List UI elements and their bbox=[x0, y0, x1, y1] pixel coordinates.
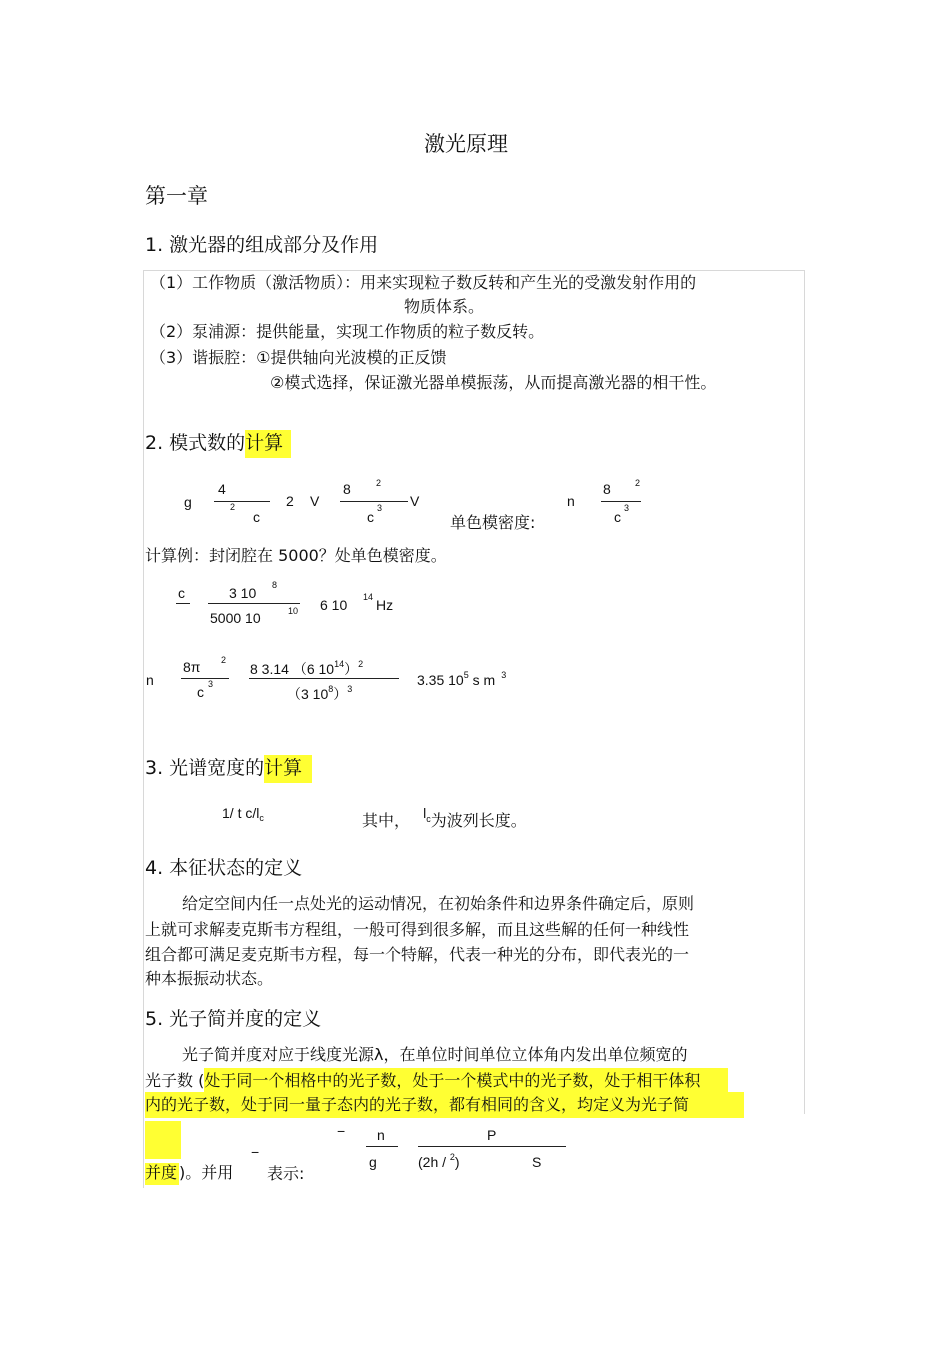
eq4-fraction-bar bbox=[181, 678, 229, 679]
s5-eq-den2-sup: 2 bbox=[449, 1152, 455, 1162]
s4-line-4: 种本振振动状态。 bbox=[145, 969, 274, 988]
eq1-fraction-bar bbox=[214, 501, 270, 502]
eq2-fraction-bar bbox=[601, 501, 641, 502]
eq4-num2-base: 8 3.14 （6 10 bbox=[250, 661, 335, 677]
s5-eq-den2-end: ) bbox=[454, 1154, 460, 1170]
eq3-c: c bbox=[178, 585, 185, 601]
eq4-num-sup: 2 bbox=[221, 655, 227, 665]
eq2-num-sup: 2 bbox=[635, 478, 641, 488]
s5-eq-den: g bbox=[369, 1154, 377, 1170]
box-right-border bbox=[804, 270, 805, 1114]
eq4-num2-sup2: 2 bbox=[358, 659, 364, 669]
eq4-num: 8π bbox=[183, 659, 201, 675]
eq4-result-unit: s m bbox=[472, 672, 496, 688]
s3-note bbox=[362, 805, 527, 831]
s5-eq-den2 bbox=[418, 1154, 460, 1170]
eq4-den-sup: 3 bbox=[208, 679, 214, 689]
eq4-result-sup: 5 bbox=[463, 670, 469, 680]
eq1-v2: V bbox=[410, 493, 420, 509]
section4-heading: 4. 本征状态的定义 bbox=[145, 857, 303, 879]
s5-eq-fraction-bar bbox=[366, 1146, 398, 1147]
eq3-unit: Hz bbox=[376, 597, 394, 613]
eq3-den-sup: 10 bbox=[288, 606, 299, 616]
chapter-heading: 第一章 bbox=[145, 184, 208, 208]
s5-line-4-c: 表示: bbox=[267, 1164, 305, 1183]
eq1-den: c bbox=[253, 509, 260, 525]
s5-line-1: 光子简并度对应于线度光源λ，在单位时间单位立体角内发出单位频宽的 bbox=[182, 1045, 688, 1064]
density-label: 单色模密度: bbox=[450, 513, 536, 532]
eq1-fraction2-bar bbox=[340, 501, 408, 502]
eq4-num2-sup: 14 bbox=[334, 659, 345, 669]
eq4-result-sup2: 3 bbox=[501, 670, 507, 680]
box-left-border bbox=[143, 270, 144, 1188]
eq1-two: 2 bbox=[286, 493, 294, 509]
eq4-result-base: 3.35 10 bbox=[417, 672, 464, 688]
s3-formula bbox=[222, 805, 264, 821]
eq4-den2-base: （3 10 bbox=[287, 686, 329, 702]
s3-note-b: 为波列长度。 bbox=[430, 811, 527, 830]
s5-line-2 bbox=[145, 1068, 728, 1091]
section2-heading-text: 2. 模式数的 bbox=[145, 432, 246, 454]
s5-line-2-highlight: 处于同一个相格中的光子数，处于一个模式中的光子数，处于相干体积 bbox=[204, 1068, 728, 1093]
eq1-num: 4 bbox=[218, 481, 226, 497]
s5-line-4 bbox=[145, 1160, 233, 1183]
eq4-fraction2-bar bbox=[249, 678, 399, 679]
eq1-num2: 8 bbox=[343, 481, 351, 497]
eq4-result bbox=[417, 672, 506, 688]
s4-line-2: 上就可求解麦克斯韦方程组，一般可得到很多解，而且这些解的任何一种线性 bbox=[145, 920, 690, 939]
s4-line-3: 组合都可满足麦克斯韦方程，每一个特解，代表一种光的分布，即代表光的一 bbox=[145, 945, 690, 964]
s5-line-4-highlight: 并度 bbox=[145, 1163, 179, 1185]
example-text: 计算例：封闭腔在 5000？处单色模密度。 bbox=[145, 546, 447, 565]
eq1-v: V bbox=[310, 493, 320, 509]
s4-line-1: 给定空间内任一点处光的运动情况，在初始条件和边界条件确定后，原则 bbox=[182, 894, 695, 913]
section2-heading-highlight: 计算 bbox=[245, 430, 291, 458]
eq3-result-sup: 14 bbox=[363, 592, 374, 602]
eq2-den-sup: 3 bbox=[624, 503, 630, 513]
eq4-num2-end: ） bbox=[344, 661, 359, 677]
s5-line-4-b: )。并用 bbox=[179, 1163, 234, 1182]
s5-eq-den2-base: (2h / bbox=[418, 1154, 450, 1170]
s1-item-2: （2）泵浦源：提供能量，实现工作物质的粒子数反转。 bbox=[150, 322, 545, 341]
eq3-den: 5000 10 bbox=[210, 610, 261, 626]
eq2-num: 8 bbox=[603, 481, 611, 497]
section1-heading: 1. 激光器的组成部分及作用 bbox=[145, 234, 379, 256]
s3-formula-sub: c bbox=[259, 813, 264, 823]
s3-note-a: 其中， bbox=[362, 811, 411, 830]
s5-line-3: 内的光子数，处于同一量子态内的光子数，都有相同的含义，均定义为光子简 bbox=[145, 1092, 744, 1118]
eq3-fraction-bar bbox=[208, 603, 300, 604]
s3-note-sub: c bbox=[426, 814, 431, 824]
eq3-num-sup: 8 bbox=[272, 580, 278, 590]
s5-eq-num2: P bbox=[487, 1127, 497, 1143]
s5-highlight-block bbox=[145, 1121, 181, 1159]
s3-note-l: l bbox=[423, 805, 427, 821]
section3-heading bbox=[145, 753, 312, 780]
eq4-den2-end: ） bbox=[333, 686, 348, 702]
s1-item-3: （3）谐振腔：①提供轴向光波模的正反馈 bbox=[150, 348, 447, 367]
eq3-num: 3 10 bbox=[229, 585, 257, 601]
eq4-den2 bbox=[287, 684, 352, 704]
eq3-c-bar bbox=[176, 603, 190, 604]
s3-formula-text: 1/ t c/l bbox=[222, 805, 260, 821]
page-title: 激光原理 bbox=[424, 132, 508, 156]
s5-eq-fraction2-bar bbox=[418, 1146, 566, 1147]
eq1-g: g bbox=[184, 494, 192, 510]
eq4-num2 bbox=[250, 659, 363, 679]
eq1-den2: c bbox=[367, 509, 374, 525]
s1-item-1-cont: 物质体系。 bbox=[404, 297, 485, 316]
eq4-den2-sup: 8 bbox=[328, 684, 334, 694]
eq1-num2-sup: 2 bbox=[376, 478, 382, 488]
s5-bar-symbol: − bbox=[251, 1144, 260, 1160]
section3-heading-highlight: 计算 bbox=[264, 755, 312, 783]
section2-heading bbox=[145, 428, 291, 455]
s1-item-1: （1）工作物质（激活物质）：用来实现粒子数反转和产生光的受激发射作用的 bbox=[150, 273, 697, 292]
eq2-n: n bbox=[567, 493, 575, 509]
eq2-den: c bbox=[614, 509, 621, 525]
s1-item-3-cont: ②模式选择，保证激光器单模振荡，从而提高激光器的相干性。 bbox=[270, 373, 717, 392]
s5-eq-bar: − bbox=[337, 1123, 346, 1139]
eq1-sup: 2 bbox=[230, 502, 236, 512]
section3-heading-text: 3. 光谱宽度的 bbox=[145, 757, 265, 779]
eq4-n: n bbox=[146, 672, 154, 688]
s5-eq-num: n bbox=[377, 1127, 385, 1143]
eq4-den: c bbox=[197, 684, 204, 700]
eq1-den2-sup: 3 bbox=[377, 503, 383, 513]
s5-line-2-a: 光子数 ( bbox=[145, 1071, 205, 1090]
section5-heading: 5. 光子简并度的定义 bbox=[145, 1008, 322, 1030]
eq3-result: 6 10 bbox=[320, 597, 348, 613]
eq4-den2-sup2: 3 bbox=[347, 684, 353, 694]
s5-eq-s: S bbox=[532, 1154, 542, 1170]
